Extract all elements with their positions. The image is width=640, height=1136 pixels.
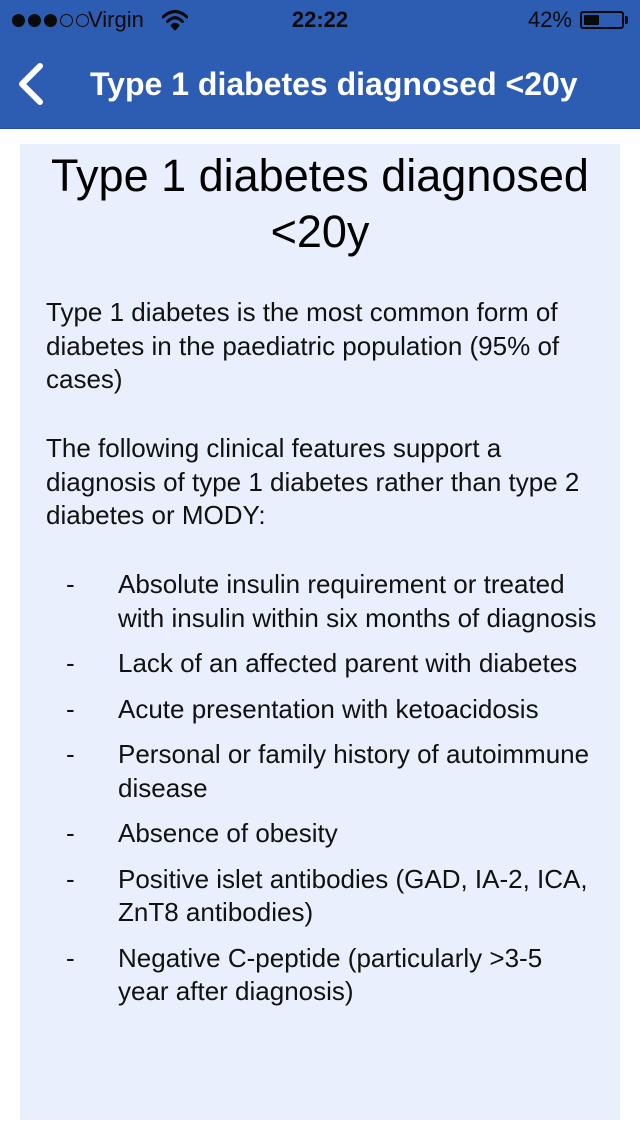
nav-title: Type 1 diabetes diagnosed <20y [90, 66, 578, 102]
chevron-left-icon [8, 58, 56, 110]
bullet-dash: - [66, 648, 75, 678]
bullet-dash: - [66, 818, 75, 848]
list-item [0, 942, 640, 1009]
list-item [0, 693, 640, 727]
navigation-bar [0, 40, 640, 128]
feature-text: Negative C-peptide (particularly >3-5 year after diagnosis) [118, 942, 543, 1006]
features-intro-paragraph: The following clinical features support a diagnosis of type 1 diabetes rather than type 2 diabetes or MODY: [46, 433, 580, 530]
list-item [0, 647, 640, 681]
list-item [0, 863, 640, 930]
battery-level [584, 15, 599, 25]
feature-text: Acute presentation with ketoacidosis [118, 693, 539, 724]
battery-icon [580, 11, 624, 29]
bullet-dash: - [66, 693, 75, 724]
back-button[interactable] [8, 58, 56, 110]
app-header [0, 0, 640, 129]
feature-text: Absolute insulin requirement or treated with insulin within six months of diagnosis [118, 569, 597, 633]
bullet-dash: - [66, 863, 75, 894]
status-bar [0, 0, 640, 40]
clinical-features-list [0, 568, 640, 1021]
list-item [0, 568, 640, 635]
intro-paragraph: Type 1 diabetes is the most common form of diabetes in the paediatric population (95% of cases) [46, 297, 560, 394]
battery-percentage: 42% [527, 7, 572, 32]
carrier-name: Virgin [88, 7, 144, 32]
list-item [0, 817, 640, 851]
bullet-dash: - [66, 739, 75, 769]
feature-text: Personal or family history of autoimmune disease [118, 739, 590, 803]
feature-text: Lack of an affected parent with diabetes [118, 648, 578, 678]
bullet-dash: - [66, 942, 75, 973]
battery-terminal [625, 16, 628, 24]
feature-text: Absence of obesity [118, 818, 338, 848]
page-title-text: Type 1 diabetes diagnosed <20y [51, 150, 589, 257]
list-item [0, 738, 640, 805]
feature-text: Positive islet antibodies (GAD, IA-2, ICA, ZnT8 antibodies) [118, 863, 588, 927]
bullet-dash: - [66, 569, 75, 599]
status-time: 22:22 [291, 7, 349, 32]
page-title [0, 148, 640, 260]
